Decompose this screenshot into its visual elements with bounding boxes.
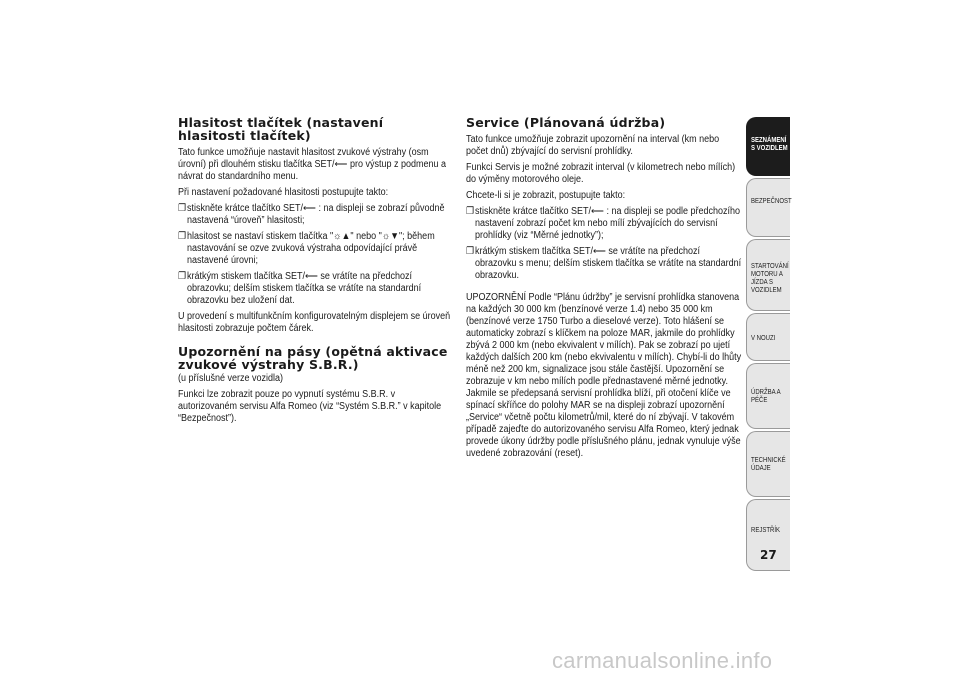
left-column: [178, 116, 454, 429]
bullet-text: stiskněte krátce tlačítko SET/⟵ : na displeji se zobrazí původně nastavená “úroveň” hlasitosti;: [187, 203, 445, 226]
tab-starting-driving[interactable]: [746, 239, 790, 311]
tab-label: V NOUZI: [751, 333, 776, 342]
paragraph: U provedení s multifunkčním konfigurovatelným displejem se úroveň hlasitosti zobrazuje počtem čárek.: [178, 311, 451, 334]
paragraph: Při nastavení požadované hlasitosti postupujte takto:: [178, 187, 389, 198]
tab-label: SEZNÁMENÍ S VOZIDLEM: [751, 135, 788, 152]
subheading-note: (u příslušné verze vozidla): [178, 373, 284, 384]
tab-label: REJSTŘÍK: [751, 525, 781, 534]
tab-label: STARTOVÁNÍ MOTORU A JÍZDA S VOZIDLEM: [751, 261, 789, 294]
page-number: 27: [760, 548, 777, 562]
heading-seatbelt: Upozornění na pásy (opětná aktivace zvukové výstrahy S.B.R.): [178, 344, 448, 372]
tab-emergency[interactable]: [746, 313, 790, 361]
bullet-text: stiskněte krátce tlačítko SET/⟵ : na displeji se podle předchozího nastavení zobrazí počet km nebo mílí zbývajících do servisní prohlídky (viz “Měrné jednotky”);: [475, 206, 741, 241]
heading-button-volume: Hlasitost tlačítek (nastavení hlasitosti tlačítek): [178, 115, 384, 143]
paragraph: Chcete-li si je zobrazit, postupujte takto:: [466, 190, 626, 201]
bullet-text: krátkým stiskem tlačítka SET/⟵ se vrátíte na předchozí obrazovku; delším stiskem tlačítka se vrátíte na standardní obrazovku bez uložení dat.: [187, 271, 422, 306]
tab-getting-to-know[interactable]: [746, 117, 790, 176]
bullet-item: [178, 271, 454, 307]
tab-label: TECHNICKÉ ÚDAJE: [751, 455, 786, 472]
bullet-glyph: ❐: [466, 246, 475, 257]
tab-safety[interactable]: [746, 178, 790, 237]
paragraph-warning: UPOZORNĚNÍ Podle “Plánu údržby” je servisní prohlídka stanovena na každých 30 000 km (benzínové verze 1.4) nebo 35 000 km (benzínové verze 1750 Turbo a dieselové verze). Toto hlášení se automaticky zobrazí s klíčkem na poloze MAR, jakmile do prohlídky zbývá 2 000 km (nebo ekvivalent v mílích). Pak se zobrazí po ujetí každých dalších 200 km (nebo ekvivalentu v mílích). Chybí-li do lhůty méně než 200 km, signalizace jsou stále častější. Upozornění se zobrazuje v km nebo mílích podle přednastavené měrné jednotky. Jakmile se předepsaná servisní prohlídka blíží, při otočení klíče ve spínací skříňce do polohy MAR se na displeji zobrazí upozornění „Service“ včetně počtu kilometrů/mil, které do ní zbývají. V takovém případě zajeďte do autorizovaného servisu Alfa Romeo, který jednak provede úkony údržby podle příslušného plánu, jednak vynuluje výše uvedené zobrazování (reset).: [466, 292, 742, 459]
bullet-item: [466, 246, 742, 282]
heading-service: Service (Plánovaná údržba): [466, 115, 666, 130]
bullet-item: [178, 203, 454, 227]
bullet-text: krátkým stiskem tlačítka SET/⟵ se vrátíte na předchozí obrazovku s menu; delším stiskem tlačítka se vrátíte na standardní obrazovku.: [475, 246, 742, 281]
right-column: [466, 116, 742, 464]
paragraph: Tato funkce umožňuje zobrazit upozornění na interval (km nebo počet dnů) zbývající do servisní prohlídky.: [466, 134, 720, 157]
tab-technical-data[interactable]: [746, 431, 790, 497]
bullet-glyph: ❐: [178, 271, 187, 282]
bullet-glyph: ❐: [466, 206, 475, 217]
tab-label: BEZPEČNOST: [751, 196, 792, 205]
tab-label: ÚDRŽBA A PÉČE: [751, 387, 781, 404]
bullet-item: [466, 206, 742, 242]
paragraph: Funkci lze zobrazit pouze po vypnutí systému S.B.R. v autorizovaném servisu Alfa Romeo (viz “Systém S.B.R.” v kapitole “Bezpečnost”).: [178, 389, 442, 424]
chapter-tabs: [746, 117, 790, 573]
bullet-item: [178, 231, 454, 267]
bullet-glyph: ❐: [178, 231, 187, 242]
bullet-text: hlasitost se nastaví stiskem tlačítka "☼▲" nebo "☼▼"; během nastavování se ozve zvuková výstraha odpovídající právě nastavené úrovni;: [187, 231, 435, 266]
paragraph: Funkci Servis je možné zobrazit interval (v kilometrech nebo mílích) do výměny motorového oleje.: [466, 162, 736, 185]
bullet-glyph: ❐: [178, 203, 187, 214]
tab-maintenance[interactable]: [746, 363, 790, 429]
paragraph: Tato funkce umožňuje nastavit hlasitost zvukové výstrahy (osm úrovní) při dlouhém stisku tlačítka SET/⟵ pro výstup z podmenu a návrat do standardního menu.: [178, 147, 447, 182]
watermark: carmanualsonline.info: [552, 648, 773, 673]
